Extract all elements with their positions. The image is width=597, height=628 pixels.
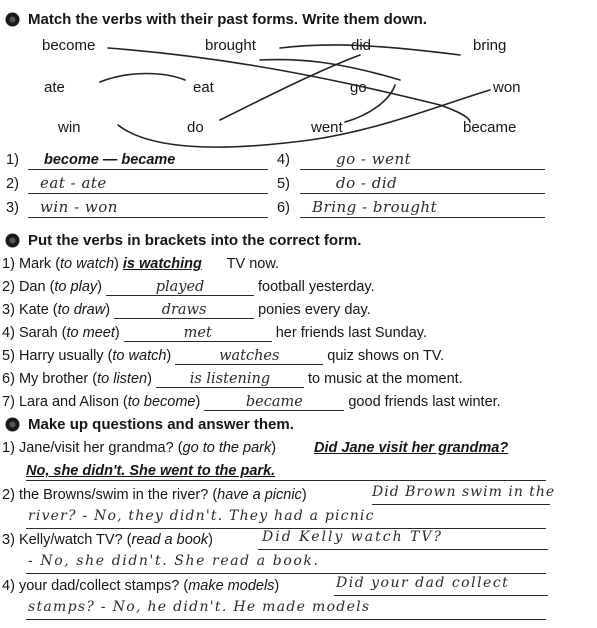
ex3-item-1-answer-2: No, she didn't. She went to the park. — [26, 463, 276, 479]
answer-4-text: go - went — [336, 150, 412, 168]
ex2-item: 4) Sarah (to meet) met her friends last Sunday. — [2, 325, 428, 341]
exercise-1-heading: Match the verbs with their past forms. Write them down. — [28, 11, 427, 28]
word-did: did — [351, 37, 372, 54]
exercise-3-heading: Make up questions and answer them. — [28, 416, 294, 433]
ex3-item-3-line-1 — [258, 549, 548, 550]
word-won: won — [493, 79, 521, 96]
answer-5-text: do - did — [336, 174, 398, 192]
ex2-item: 5) Harry usually (to watch) watches quiz shows on TV. — [2, 348, 445, 364]
ex3-item-2-line-1 — [372, 504, 550, 505]
exercise-number-icon — [5, 417, 20, 432]
line-bring-brought — [280, 45, 460, 55]
ex2-answer: became — [204, 394, 344, 411]
line-win-won — [118, 90, 490, 147]
ex2-item: 6) My brother (to listen) is listening to music at the moment. — [2, 371, 463, 387]
ex2-answer: is watching — [122, 256, 202, 272]
ex3-item-4-line-2 — [26, 619, 546, 620]
ex2-answer: is listening — [156, 371, 304, 388]
exercise-2-heading: Put the verbs in brackets into the correct form. — [28, 232, 362, 249]
ex2-answer: watches — [175, 348, 323, 365]
ex3-item-3-question: 3) Kelly/watch TV? (read a book) — [2, 532, 213, 548]
word-brought: brought — [205, 37, 256, 54]
answer-3-line — [28, 217, 268, 218]
word-go: go — [350, 79, 367, 96]
exercise-number-icon — [5, 233, 20, 248]
answer-5-line — [300, 193, 545, 194]
line-eat-ate — [100, 74, 185, 83]
ex2-item: 1) Mark (to watch) is watching TV now. — [2, 256, 280, 272]
answer-3-text: win - won — [40, 198, 118, 216]
ex3-item-2-answer-1: Did Brown swim in the — [372, 484, 556, 500]
ex3-item-1-line — [26, 480, 546, 481]
ex3-item-1-answer-1: Did Jane visit her grandma? — [314, 440, 509, 456]
ex3-item-4-line-1 — [334, 595, 548, 596]
answer-4-line — [300, 169, 545, 170]
word-win: win — [58, 119, 81, 136]
answer-2-line — [28, 193, 268, 194]
word-eat: eat — [193, 79, 214, 96]
answer-1-line — [28, 169, 268, 170]
word-do: do — [187, 119, 204, 136]
answer-6-number: 6) — [277, 200, 290, 216]
ex2-item: 3) Kate (to draw) draws ponies every day. — [2, 302, 371, 318]
ex3-item-4-answer-2: stamps? - No, he didn't. He made models — [28, 599, 371, 615]
word-ate: ate — [44, 79, 65, 96]
ex3-item-4-question: 4) your dad/collect stamps? (make models) — [2, 578, 280, 594]
ex3-item-3-answer-1: Did Kelly watch TV? — [262, 529, 444, 545]
word-become: become — [42, 37, 96, 54]
answer-5-number: 5) — [277, 176, 290, 192]
answer-3-number: 3) — [6, 200, 19, 216]
ex2-item: 7) Lara and Alison (to become) became good friends last winter. — [2, 394, 501, 410]
ex3-item-1-question: 1) Jane/visit her grandma? (go to the park) — [2, 440, 277, 456]
ex3-item-4-answer-1: Did your dad collect — [336, 575, 510, 591]
word-became: became — [463, 119, 517, 136]
ex2-answer: played — [106, 279, 254, 296]
answer-2-text: eat - ate — [40, 174, 107, 192]
answer-6-text: Bring - brought — [312, 198, 438, 216]
word-bring: bring — [473, 37, 507, 54]
ex3-item-2-question: 2) the Browns/swim in the river? (have a picnic) — [2, 487, 307, 503]
answer-6-line — [300, 217, 545, 218]
answer-1-text: become — became — [44, 152, 176, 168]
ex3-item-2-answer-2: river? - No, they didn't. They had a picnic — [28, 508, 375, 524]
answer-2-number: 2) — [6, 176, 19, 192]
word-went: went — [311, 119, 343, 136]
ex3-item-3-line-2 — [26, 573, 546, 574]
answer-1-number: 1) — [6, 152, 19, 168]
matching-lines — [0, 0, 597, 160]
answer-4-number: 4) — [277, 152, 290, 168]
ex2-item: 2) Dan (to play) played football yesterday. — [2, 279, 375, 295]
ex2-answer: met — [124, 325, 272, 342]
ex2-answer: draws — [114, 302, 254, 319]
line-go-went — [345, 85, 395, 122]
ex3-item-3-answer-2: - No, she didn't. She read a book. — [28, 553, 320, 569]
